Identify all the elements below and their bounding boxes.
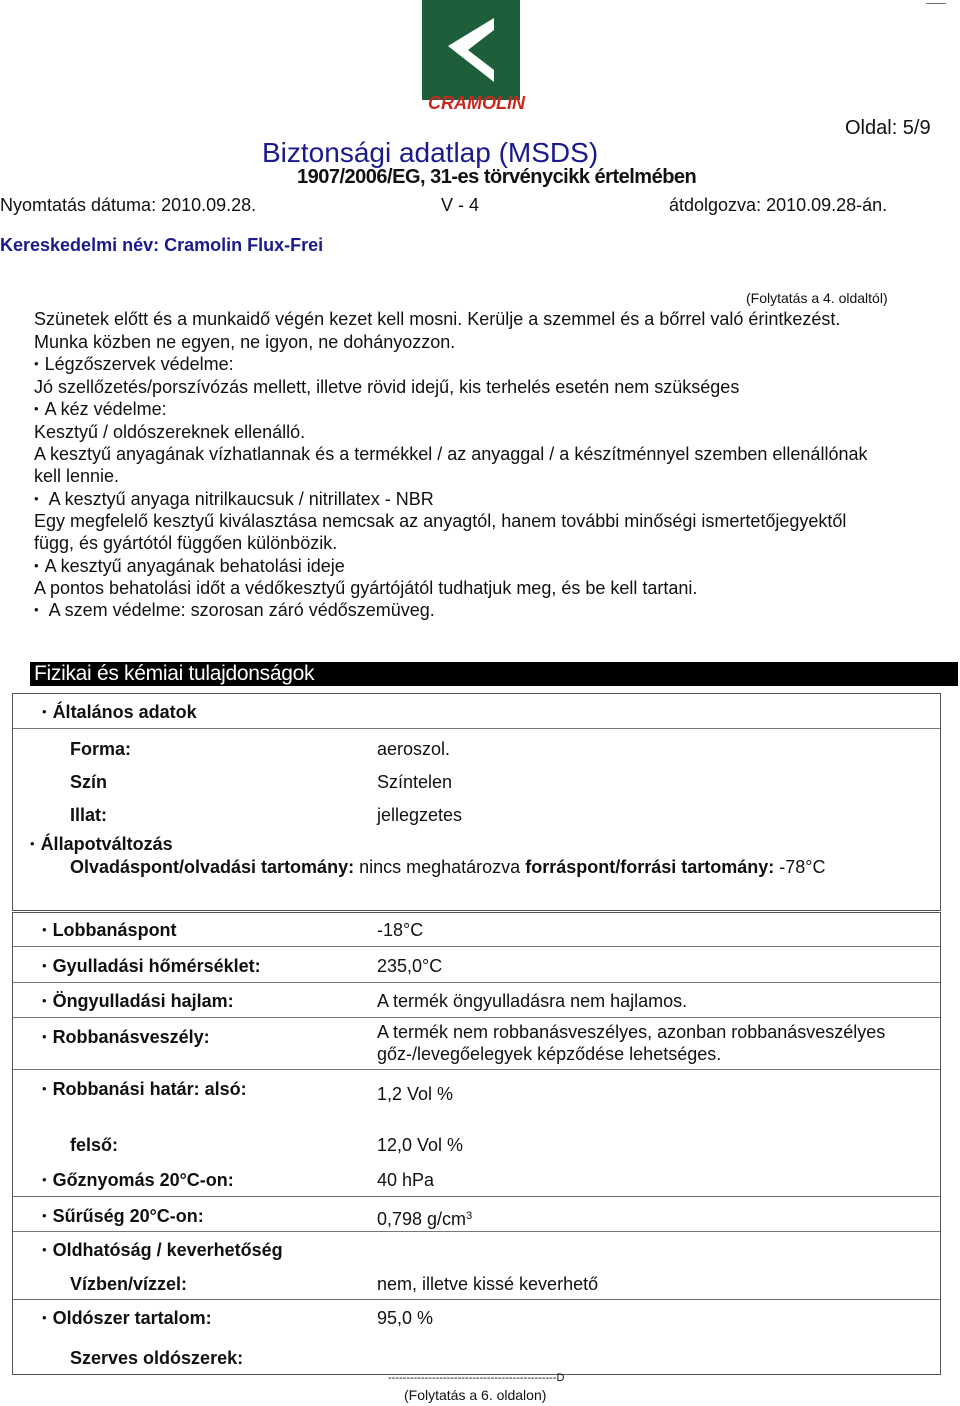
glove-text-1: A kesztyű anyagának vízhatlannak és a termékkel / az anyaggal / a készítménnyel szemben ellenállónak [34,444,868,464]
ignition-label: • Gyulladási hőmérséklet: [42,955,261,977]
form-label: Forma: [70,739,132,759]
state-label: • Állapotváltozás [30,833,173,855]
general-box [12,693,941,911]
odor-value: jellegzetes [377,805,463,825]
melting-value: nincs meghatározva [359,857,521,877]
version: V - 4 [441,195,480,215]
solvent-label: • Oldószer tartalom: [42,1307,212,1329]
continued-to: (Folytatás a 6. oldalon) [404,1387,547,1403]
revised-date: átdolgozva: 2010.09.28-án. [669,195,888,215]
trade-name: Kereskedelmi név: Cramolin Flux-Frei [0,235,324,255]
doc-subtitle: 1907/2006/EG, 31-es törvénycikk értelmében [297,166,697,188]
hygiene-line-1: Szünetek előtt és a munkaidő végén kezet kell mosni. Kerülje a szemmel és a bőrrel való érintkezést. [34,309,841,329]
explosion-limit-lower: 1,2 Vol % [377,1084,454,1104]
solvent-value: 95,0 % [377,1308,434,1328]
selfignition-label: • Öngyulladási hajlam: [42,990,234,1012]
explosion-value-1: A termék nem robbanásveszélyes, azonban robbanásveszélyes [377,1022,886,1042]
respiratory-text: Jó szellőzetés/porszívózás mellett, illetve rövid idejű, kis terhelés esetén nem szükséges [34,377,740,397]
flash-value: -18°C [377,920,424,940]
glove-choice-2: függ, és gyártótól függően különbözik. [34,533,338,553]
flash-label: • Lobbanáspont [42,919,177,941]
water-value: nem, illetve kissé keverhető [377,1274,599,1294]
melting-boiling-row [70,856,825,878]
boiling-value: -78°C [779,857,826,877]
explosion-upper-label: felső: [70,1135,119,1155]
row-divider [13,982,940,983]
logo-mark-icon [412,0,530,100]
eye-value: szorosan záró védőszemüveg. [190,600,435,620]
explosion-value-2: gőz-/levegőelegyek képződése lehetséges. [377,1044,722,1064]
glove-material-value: nitrilkaucsuk / nitrillatex - NBR [194,489,434,509]
color-label: Szín [70,772,108,792]
form-value: aeroszol. [377,739,451,759]
continued-from: (Folytatás a 4. oldaltól) [746,290,888,306]
density-value [377,1205,472,1230]
penetration-text: A pontos behatolási időt a védőkesztyű gyártójától tudhatjuk meg, és be kell tartani. [34,578,698,598]
density-number: 0,798 g/cm [377,1209,467,1229]
odor-label: Illat: [70,805,108,825]
section-title: Fizikai és kémiai tulajdonságok [34,662,315,685]
hand-label: • A kéz védelme: [34,398,167,420]
ignition-value: 235,0°C [377,956,443,976]
respiratory-label: • Légzőszervek védelme: [34,353,234,375]
page-number: Oldal: 5/9 [845,117,931,139]
hygiene-line-2: Munka közben ne egyen, ne igyon, ne dohányozzon. [34,332,456,352]
organic-solvent-label: Szerves oldószerek: [70,1348,244,1368]
color-value: Színtelen [377,772,453,792]
print-date: Nyomtatás dátuma: 2010.09.28. [0,195,257,215]
hand-text: Kesztyű / oldószereknek ellenálló. [34,422,306,442]
density-superscript: 3 [466,1210,473,1222]
penetration-label: • A kesztyű anyagának behatolási ideje [34,555,345,577]
general-divider [13,728,940,729]
solubility-label: • Oldhatóság / keverhetőség [42,1239,283,1261]
logo-text: CRAMOLIN [428,93,525,113]
density-label: • Sűrűség 20°C-on: [42,1205,204,1227]
glove-material [34,488,434,510]
row-divider [13,1069,940,1070]
glove-choice-1: Egy megfelelő kesztyű kiválasztása nemcsak az anyagtól, hanem további minőségi ismertetőjegyektől [34,511,847,531]
vapor-label: • Gőznyomás 20°C-on: [42,1169,234,1191]
row-divider [13,946,940,947]
general-label: • Általános adatok [42,701,197,723]
glove-text-2: kell lennie. [34,466,120,486]
row-divider [13,1299,940,1300]
eye-label: A szem védelme: [48,600,186,620]
row-divider [13,1231,940,1232]
melting-label: Olvadáspont/olvadási tartomány: [70,857,355,877]
section-bar [30,662,958,686]
row-divider [13,1196,940,1197]
row-divider [13,1017,940,1018]
explosion-label: • Robbanásveszély: [42,1026,210,1048]
footer-dashes: ----------------------------------------------D [388,1372,565,1384]
vapor-value: 40 hPa [377,1170,435,1190]
corner-rule [926,3,946,4]
water-label: Vízben/vízzel: [70,1274,188,1294]
cramolin-logo [412,0,530,122]
explosion-limit-label: • Robbanási határ: alsó: [42,1078,247,1100]
glove-material-label: A kesztyű anyaga [48,489,190,509]
eye-protection [34,599,435,621]
doc-title: Biztonsági adatlap (MSDS) [262,137,599,168]
explosion-limit-upper: 12,0 Vol % [377,1135,464,1155]
boiling-label: forráspont/forrási tartomány: [525,857,775,877]
selfignition-value: A termék öngyulladásra nem hajlamos. [377,991,688,1011]
